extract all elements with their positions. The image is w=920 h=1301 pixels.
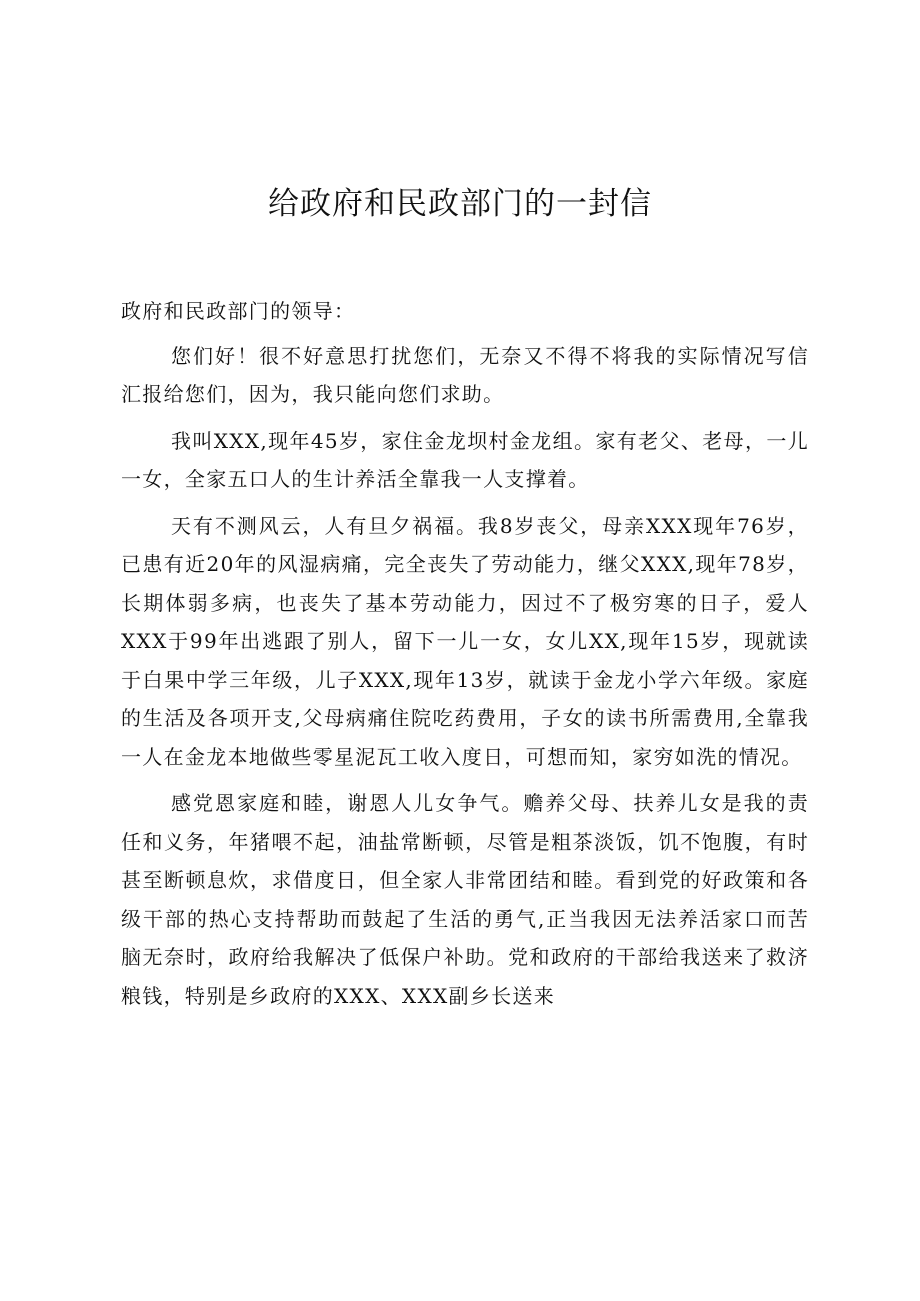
paragraph-introduction: 我叫XXX,现年45岁，家住金龙坝村金龙组。家有老父、老母，一儿一女，全家五口人的生计养活全靠我一人支撑着。 <box>121 428 809 491</box>
salutation: 政府和民政部门的领导： <box>121 299 356 323</box>
document-title: 给政府和民政部门的一封信 <box>268 186 652 222</box>
letter-body <box>121 292 809 1023</box>
paragraph-family-situation: 天有不测风云，人有旦夕祸福。我8岁丧父，母亲XXX现年76岁，已患有近20年的风湿病痛，完全丧失了劳动能力，继父XXX,现年78岁，长期体弱多病，也丧失了基本劳动能力，因过不了极穷寒的日子，爱人XXX于99年出逃跟了别人，留下一儿一女，女儿XX,现年15岁，现就读于白果中学三年级，儿子XXX,现年13岁，就读于金龙小学六年级。家庭的生活及各项开支,父母病痛住院吃药费用，子女的读书所需费用,全靠我一人在金龙本地做些零星泥瓦工收入度日，可想而知，家穷如洗的情况。 <box>121 513 809 769</box>
paragraph-greeting: 您们好！很不好意思打扰您们，无奈又不得不将我的实际情况写信汇报给您们，因为，我只能向您们求助。 <box>121 343 809 406</box>
paragraph-gratitude: 感党恩家庭和睦，谢恩人儿女争气。赡养父母、扶养儿女是我的责任和义务，年猪喂不起，油盐常断顿，尽管是粗茶淡饭，饥不饱腹，有时甚至断顿息炊，求借度日，但全家人非常团结和睦。看到党的好政策和各级干部的热心支持帮助而鼓起了生活的勇气,正当我因无法养活家口而苦脑无奈时，政府给我解决了低保户补助。党和政府的干部给我送来了救济粮钱，特别是乡政府的XXX、XXX副乡长送来 <box>121 791 809 1008</box>
